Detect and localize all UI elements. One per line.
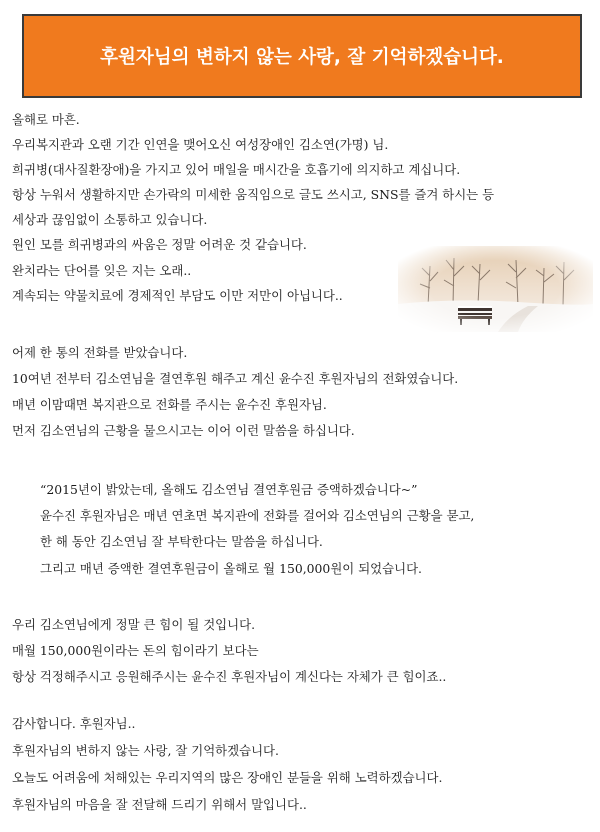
- quote-line: 그리고 매년 증액한 결연후원금이 올해로 월 150,000원이 되었습니다.: [40, 561, 422, 576]
- text-line: 매년 이맘때면 복지관으로 전화를 주시는 윤수진 후원자님.: [12, 397, 327, 412]
- text-line: 올해로 마흔.: [12, 112, 80, 127]
- quote-line: “2015년이 밝았는데, 올해도 김소연님 결연후원금 증액하겠습니다~”: [40, 482, 418, 497]
- text-line: 계속되는 약물치료에 경제적인 부담도 이만 저만이 아닙니다..: [12, 288, 343, 303]
- snowy-park-bench-photo: [398, 246, 593, 332]
- text-line: 먼저 김소연님의 근황을 물으시고는 이어 이런 말씀을 하십니다.: [12, 423, 355, 438]
- text-line: 후원자님의 마음을 잘 전달해 드리기 위해서 말입니다..: [12, 797, 307, 812]
- quote-line: 한 해 동안 김소연님 잘 부탁한다는 말씀을 하십니다.: [40, 534, 323, 549]
- text-line: 어제 한 통의 전화를 받았습니다.: [12, 345, 188, 360]
- text-line: 우리 김소연님에게 정말 큰 힘이 될 것입니다.: [12, 617, 256, 632]
- header-banner: [22, 14, 582, 98]
- text-line: 완치라는 단어를 잊은 지는 오래..: [12, 263, 192, 278]
- text-line: 세상과 끊임없이 소통하고 있습니다.: [12, 212, 208, 227]
- text-line: 희귀병(대사질환장애)을 가지고 있어 매일을 매시간을 호흡기에 의지하고 계십니다.: [12, 162, 461, 177]
- quote-line: 윤수진 후원자님은 매년 연초면 복지관에 전화를 걸어와 김소연님의 근황을 묻고,: [40, 508, 475, 523]
- text-line: 항상 걱정해주시고 응원해주시는 윤수진 후원자님이 계신다는 자체가 큰 힘이죠..: [12, 669, 447, 684]
- text-line: 원인 모를 희귀병과의 싸움은 정말 어려운 것 같습니다.: [12, 237, 307, 252]
- banner-title: 후원자님의 변하지 않는 사랑, 잘 기억하겠습니다.: [100, 47, 504, 68]
- text-line: 후원자님의 변하지 않는 사랑, 잘 기억하겠습니다.: [12, 743, 279, 758]
- text-line: 10여년 전부터 김소연님을 결연후원 해주고 계신 윤수진 후원자님의 전화였습니다.: [12, 371, 459, 386]
- text-line: 매월 150,000원이라는 돈의 힘이라기 보다는: [12, 643, 259, 658]
- text-line: 항상 누워서 생활하지만 손가락의 미세한 움직임으로 글도 쓰시고, SNS를 즐겨 하시는 등: [12, 187, 495, 202]
- text-line: 우리복지관과 오랜 기간 인연을 맺어오신 여성장애인 김소연(가명) 님.: [12, 137, 389, 152]
- text-line: 오늘도 어려움에 처해있는 우리지역의 많은 장애인 분들을 위해 노력하겠습니다.: [12, 770, 443, 785]
- text-line: 감사합니다. 후원자님..: [12, 716, 136, 731]
